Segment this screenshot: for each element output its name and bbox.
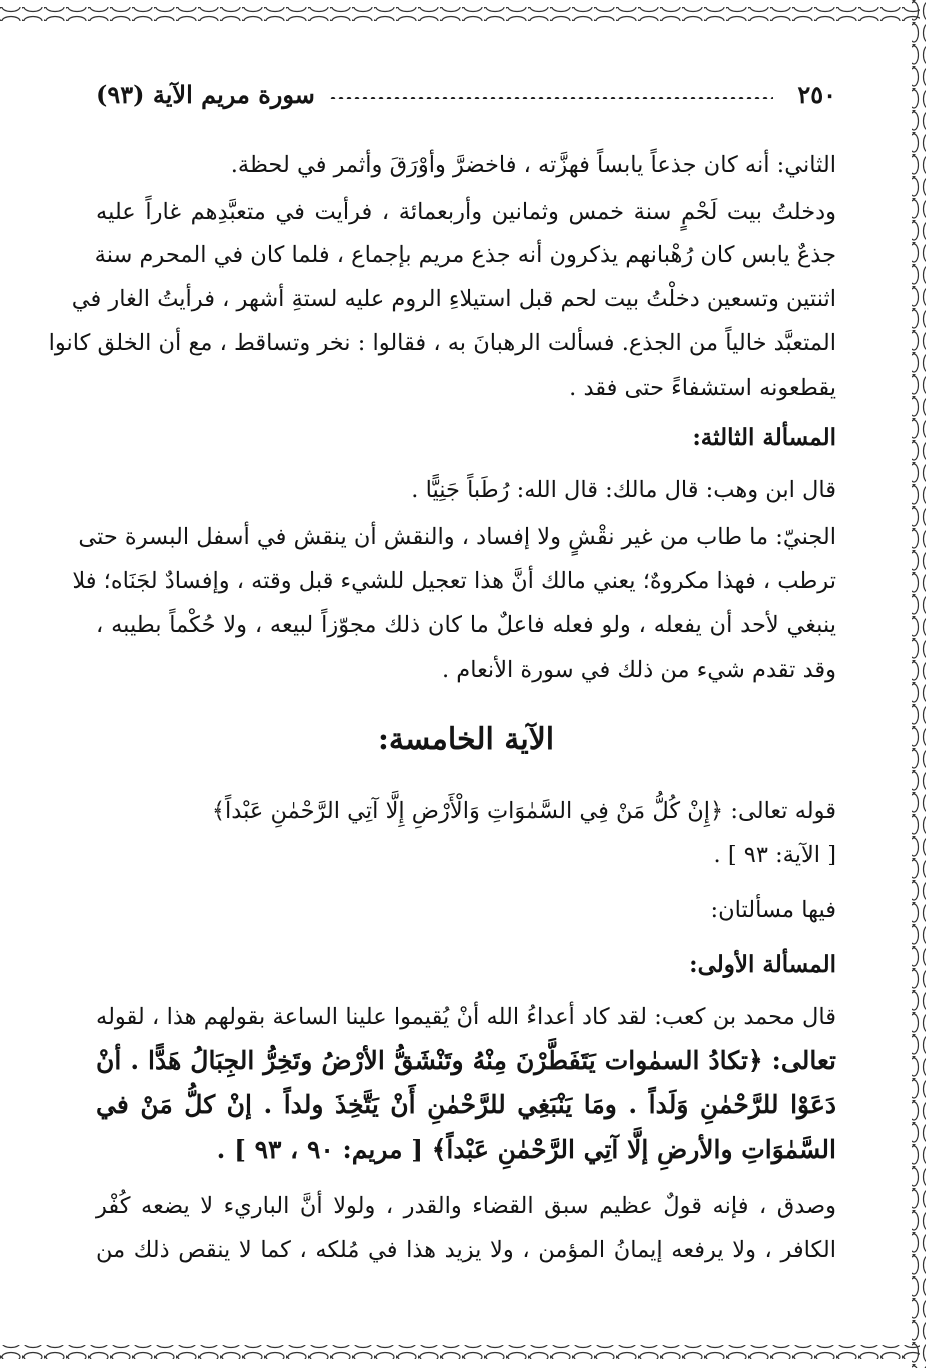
header-dotted-leader <box>329 97 773 99</box>
paragraph-line: وقد تقدم شيء من ذلك في سورة الأنعام . <box>441 657 836 683</box>
quran-quote-line: السَّمٰوَاتِ والأرضِ إلَّا آتِي الرَّحْمٰنِ عَبْداً﴾ [ مريم: ٩٠ ، ٩٣ ] . <box>216 1135 836 1164</box>
paragraph-line: قال ابن وهب: قال مالك: قال الله: رُطَباً جَنِيًّا . <box>411 477 836 503</box>
section-heading-third-question: المسألة الثالثة: <box>692 424 836 451</box>
verse-quote-line: قوله تعالى: ﴿إِنْ كُلُّ مَنْ فِي السَّمٰوَاتِ وَالْأَرْضِ إِلَّا آتِي الرَّحْمٰنِ عَبْداً﴾ <box>211 798 836 824</box>
fifth-verse-title: الآية الخامسة: <box>377 722 555 757</box>
bottom-ornament-border <box>0 1336 947 1368</box>
running-title: سورة مريم الآية (٩٣) <box>96 79 315 109</box>
paragraph-line: وصدق ، فإنه قولٌ عظيم سبق القضاء والقدر ، ولولا أنَّ الباريء لا يضعه كُفْر <box>96 1193 836 1219</box>
paragraph-line: ينبغي لأحد أن يفعله ، ولو فعله فاعلٌ ما كان ذلك مجوّزاً لبيعه ، ولا حُكْماً بطيبه ، <box>96 612 836 638</box>
paragraph-line: قال محمد بن كعب: لقد كاد أعداءُ الله أنْ يُقيموا علينا الساعة بقولهم هذا ، لقوله <box>96 1004 836 1030</box>
paragraph-line: اثنتين وتسعين دخلْتُ بيت لحم قبل استيلاءِ الروم عليه لستةِ أشهر ، فرأيتُ الغار في <box>71 286 836 312</box>
page-header <box>96 72 836 116</box>
paragraph-line: ودخلتُ بيت لَحْمٍ سنة خمس وثمانين وأربعمائة ، فرأيت في متعبَّدِهم غاراً عليه <box>96 199 836 225</box>
paragraph-line: فيها مسألتان: <box>710 897 836 923</box>
quran-quote-line: دَعَوْا للرَّحْمٰنِ وَلَداً . ومَا يَنْبَغِي للرَّحْمٰنِ أَنْ يَتَّخِذَ ولداً . إنْ كلُّ مَنْ في <box>96 1090 836 1119</box>
quran-quote-line: تعالى: ﴿تكادُ السمٰوات يَتَفَطَّرْنَ مِنْهُ وتَنْشَقُّ الأرْضُ وتَخِرُّ الجِبَالُ هَدًّا . أنْ <box>96 1046 836 1075</box>
section-heading-first-question: المسألة الأولى: <box>689 951 836 978</box>
paragraph-line: ترطب ، فهذا مكروهٌ؛ يعني مالك أنَّ هذا تعجيل للشيء قبل وقته ، وإفسادٌ لجَنَاه؛ فلا <box>72 568 836 594</box>
book-page <box>48 72 836 1312</box>
top-ornament-border <box>0 0 947 28</box>
paragraph-line: الجنيّ: ما طاب من غير نقْشٍ ولا إفساد ، والنقش أن ينقش في أسفل البسرة حتى <box>78 524 836 550</box>
paragraph-line: جذعٌ يابس كان رُهْبانهم يذكرون أنه جذع مريم بإجماع ، فلما كان في المحرم سنة <box>94 242 836 268</box>
paragraph-line: المتعبَّد خالياً من الجذع. فسألت الرهبانَ به ، فقالوا : نخر وتساقط ، مع أن الخلق كانوا <box>48 330 836 356</box>
verse-reference: [ الآية: ٩٣ ] . <box>713 842 836 868</box>
paragraph-line: يقطعونه استشفاءً حتى فقد . <box>569 375 836 401</box>
page-number: ٢٥٠ <box>797 79 836 109</box>
paragraph-line: الثاني: أنه كان جذعاً يابساً فهزَّته ، فاخضرَّ وأوْرَقَ وأثمر في لحظة. <box>230 152 836 178</box>
paragraph-line: الكافر ، ولا يرفعه إيمانُ المؤمن ، ولا يزيد هذا في مُلكه ، كما لا ينقص ذلك من <box>96 1237 836 1263</box>
right-ornament-border <box>907 0 931 1368</box>
